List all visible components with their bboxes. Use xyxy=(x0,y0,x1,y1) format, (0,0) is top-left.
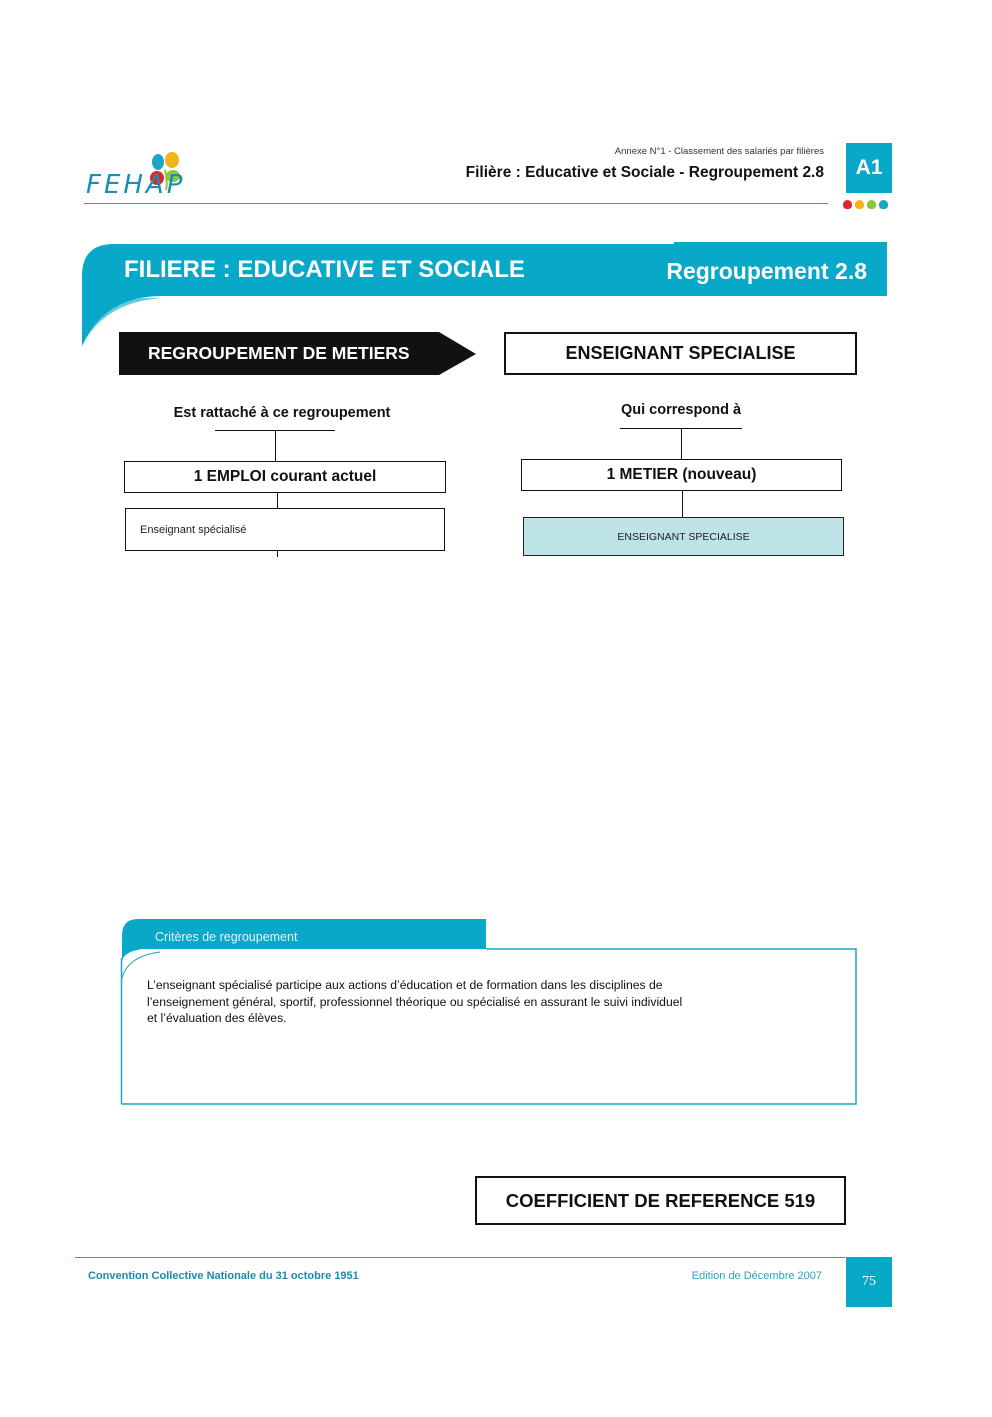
header-divider xyxy=(84,203,828,204)
left-connector-1 xyxy=(275,431,276,461)
metier-header-box: ENSEIGNANT SPECIALISE xyxy=(504,332,857,375)
criteres-line: L’enseignant spécialisé participe aux actions d’éducation et de formation dans les disciplines de xyxy=(147,978,663,992)
footer-divider xyxy=(75,1257,845,1258)
right-connector-2 xyxy=(682,490,683,517)
logo-wordmark: FEHAP xyxy=(86,170,186,200)
footer-edition: Edition de Décembre 2007 xyxy=(691,1270,822,1282)
criteres-line: l’enseignement général, sportif, professionnel théorique ou spécialisé en assurant le suivi individuel xyxy=(147,994,683,1009)
annex-badge: A1 xyxy=(846,143,892,193)
right-caption: Qui correspond à xyxy=(620,402,742,418)
annexe-label: Annexe N°1 - Classement des salariés par filières xyxy=(614,146,824,157)
footer-convention: Convention Collective Nationale du 31 octobre 1951 xyxy=(88,1270,359,1282)
criteres-text xyxy=(147,977,837,1027)
left-connector-3 xyxy=(277,551,278,557)
criteres-title: Critères de regroupement xyxy=(155,930,298,944)
page-number: 75 xyxy=(846,1257,892,1307)
emploi-item: Enseignant spécialisé xyxy=(125,508,445,551)
criteres-line: et l’évaluation des élèves. xyxy=(147,1011,287,1025)
dot-blue xyxy=(879,200,888,209)
dot-red xyxy=(843,200,852,209)
dot-yellow xyxy=(855,200,864,209)
color-dots xyxy=(843,200,888,209)
coefficient-box: COEFFICIENT DE REFERENCE 519 xyxy=(475,1176,846,1225)
dot-green xyxy=(867,200,876,209)
metier-item: ENSEIGNANT SPECIALISE xyxy=(523,517,844,556)
emploi-box: 1 EMPLOI courant actuel xyxy=(124,461,446,493)
left-caption: Est rattaché à ce regroupement xyxy=(173,405,391,421)
arrow-label: REGROUPEMENT DE METIERS xyxy=(148,343,410,363)
banner-title: FILIERE : EDUCATIVE ET SOCIALE xyxy=(124,256,525,283)
right-connector-1 xyxy=(681,429,682,459)
left-connector-2 xyxy=(277,492,278,508)
page-subtitle: Filière : Educative et Sociale - Regroupement 2.8 xyxy=(465,164,824,181)
metier-box: 1 METIER (nouveau) xyxy=(521,459,842,491)
banner-regroupement: Regroupement 2.8 xyxy=(666,258,867,284)
